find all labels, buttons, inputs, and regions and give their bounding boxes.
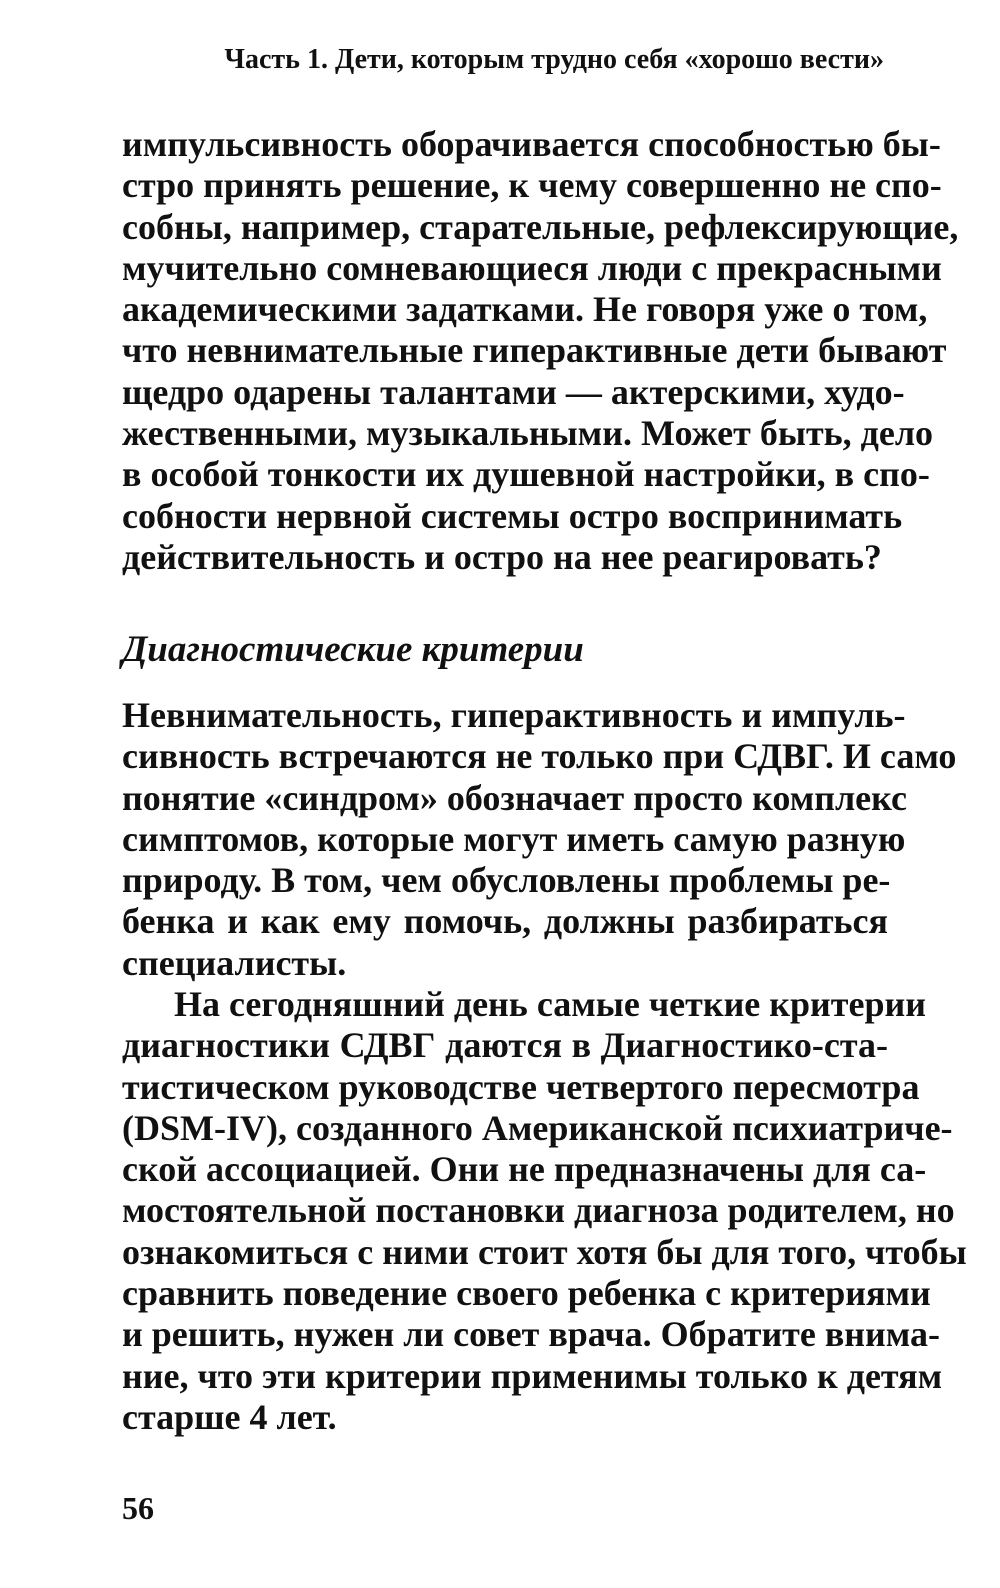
text-line: мучительно сомневающиеся люди с прекрасными bbox=[122, 247, 942, 288]
text-line: что невнимательные гиперактивные дети бывают bbox=[122, 330, 947, 371]
text-line: в особой тонкости их душевной настройки, в спо- bbox=[122, 454, 930, 495]
text-line: ознакомиться с ними стоит хотя бы для того, чтобы bbox=[122, 1231, 967, 1272]
text-line: тистическом руководстве четвертого пересмотра bbox=[122, 1066, 920, 1107]
paragraph-symptoms bbox=[122, 695, 957, 984]
paragraph-dsm-criteria bbox=[122, 984, 967, 1438]
text-line: старше 4 лет. bbox=[122, 1396, 337, 1437]
text-line: специалисты. bbox=[122, 942, 347, 983]
paragraph-impulsivity bbox=[122, 124, 959, 578]
text-line: жественными, музыкальными. Может быть, дело bbox=[122, 413, 934, 454]
text-line: Невнимательность, гиперактивность и импуль- bbox=[122, 695, 906, 735]
text-line: понятие «синдром» обозначает просто комплекс bbox=[122, 777, 907, 818]
text-line: сравнить поведение своего ребенка с критериями bbox=[122, 1273, 931, 1314]
text-line: собности нервной системы остро воспринимать bbox=[122, 495, 903, 536]
text-line: природу. В том, чем обусловлены проблемы ре- bbox=[122, 860, 891, 901]
text-line: бенка и как ему помочь, должны разбираться bbox=[122, 901, 888, 942]
text-line: (DSM-IV), созданного Американской психиатриче- bbox=[122, 1107, 953, 1148]
text-line: ние, что эти критерии применимы только к детям bbox=[122, 1355, 943, 1396]
text-line: и решить, нужен ли совет врача. Обратите внима- bbox=[122, 1314, 941, 1355]
text-line: диагностики СДВГ даются в Диагностико-ста- bbox=[122, 1025, 888, 1066]
text-line: ской ассоциацией. Они не предназначены для са- bbox=[122, 1149, 927, 1190]
text-line: импульсивность оборачивается способностью бы- bbox=[122, 124, 941, 164]
running-header: Часть 1. Дети, которым трудно себя «хорошо вести» bbox=[224, 44, 884, 75]
text-line: На сегодняшний день самые четкие критерии bbox=[174, 984, 926, 1024]
page-number: 56 bbox=[122, 1490, 154, 1526]
text-line: симптомов, которые могут иметь самую разную bbox=[122, 818, 906, 859]
section-heading: Диагностические критерии bbox=[122, 629, 584, 670]
text-line: мостоятельной постановки диагноза родителем, но bbox=[122, 1190, 955, 1231]
text-line: собны, например, старательные, рефлексирующие, bbox=[122, 206, 959, 247]
text-line: сивность встречаются не только при СДВГ. И само bbox=[122, 736, 957, 777]
text-line: щедро одарены талантами — актерскими, худо- bbox=[122, 371, 905, 412]
text-line: действительность и остро на нее реагировать? bbox=[122, 536, 882, 577]
text-line: академическими задатками. Не говоря уже о том, bbox=[122, 289, 928, 330]
text-line: стро принять решение, к чему совершенно не спо- bbox=[122, 165, 942, 206]
